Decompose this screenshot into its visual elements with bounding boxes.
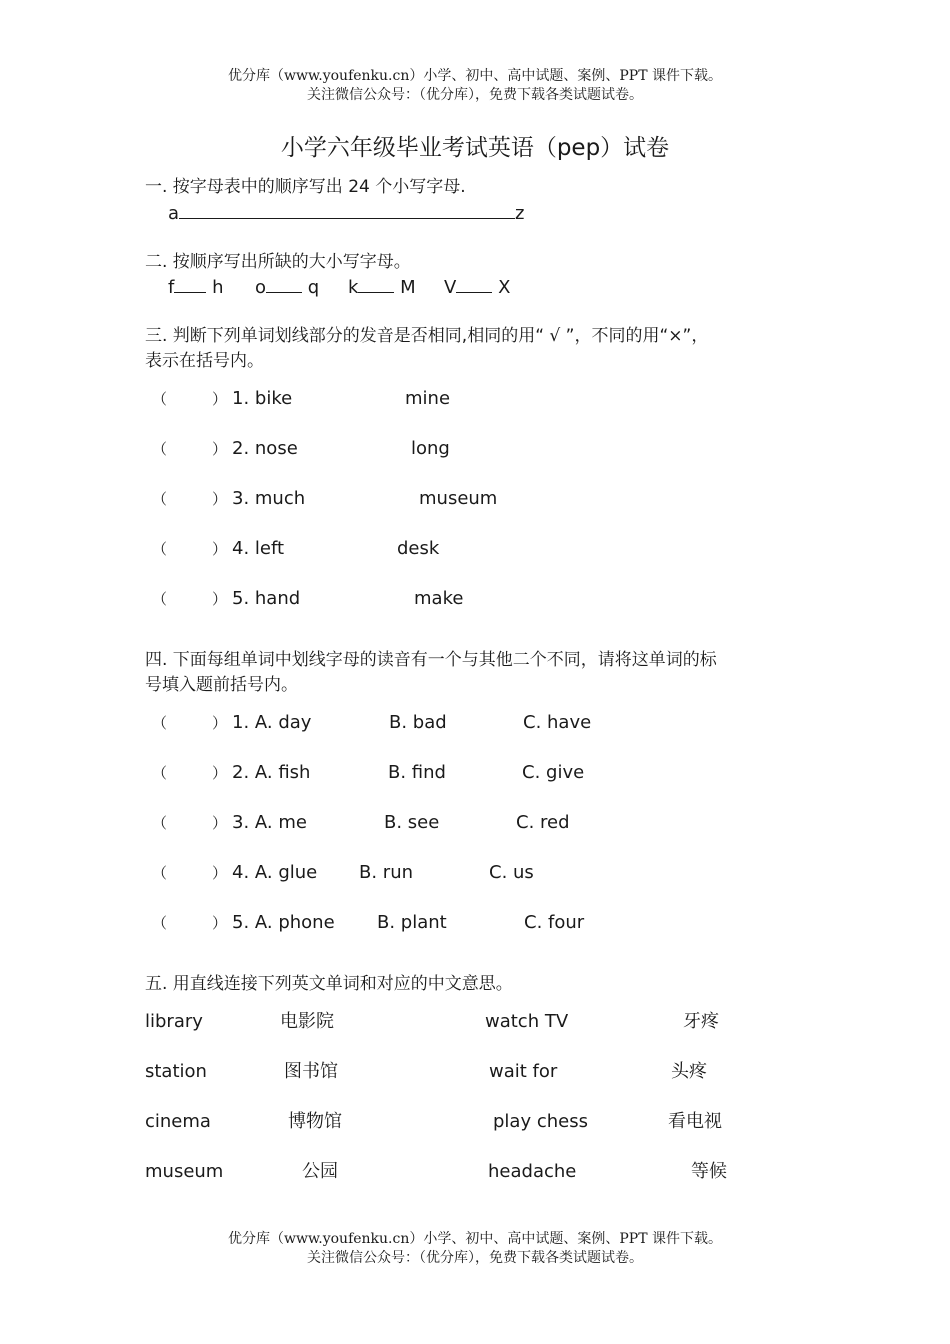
option-a: 1. A. day xyxy=(232,712,312,733)
letter-group xyxy=(255,275,319,300)
option-c: C. have xyxy=(523,712,592,733)
option-b: B. plant xyxy=(377,912,447,933)
answer-paren-open: （ xyxy=(152,440,168,458)
letter-group xyxy=(444,275,510,300)
alphabet-line xyxy=(168,200,524,226)
match-en-left[interactable]: museum xyxy=(145,1161,224,1182)
footer-line-2: 关注微信公众号：（优分库），免费下载各类试题试卷。 xyxy=(307,1250,643,1266)
section-5-heading: 五. 用直线连接下列英文单词和对应的中文意思。 xyxy=(145,974,513,994)
letter-left: f xyxy=(168,277,175,298)
option-c: C. give xyxy=(522,762,585,783)
page-title: 小学六年级毕业考试英语（pep）试卷 xyxy=(280,135,670,161)
answer-paren-close: ） xyxy=(212,914,228,932)
match-en-left[interactable]: library xyxy=(145,1011,203,1032)
option-a: 5. A. phone xyxy=(232,912,335,933)
match-en-right[interactable]: wait for xyxy=(489,1061,558,1082)
answer-paren-open: （ xyxy=(152,914,168,932)
s3-item-word-2: mine xyxy=(405,388,451,409)
s3-item-word-2: make xyxy=(414,588,464,609)
answer-paren-open: （ xyxy=(152,864,168,882)
letter-group xyxy=(168,275,224,300)
answer-paren-close: ） xyxy=(212,490,228,508)
option-b: B. bad xyxy=(389,712,447,733)
footer-line-1: 优分库（www.youfenku.cn）小学、初中、高中试题、案例、PPT 课件下载。 xyxy=(227,1231,722,1247)
alphabet-start: a xyxy=(168,203,180,224)
option-b: B. see xyxy=(384,812,440,833)
s3-item-word-1: 1. bike xyxy=(232,388,293,409)
option-c: C. red xyxy=(516,812,570,833)
s3-item-word-1: 2. nose xyxy=(232,438,298,459)
header-line-1: 优分库（www.youfenku.cn）小学、初中、高中试题、案例、PPT 课件下载。 xyxy=(227,68,722,84)
match-cn-right[interactable]: 牙疼 xyxy=(683,1011,719,1032)
option-a: 3. A. me xyxy=(232,812,307,833)
option-c: C. us xyxy=(489,862,534,883)
answer-paren-open: （ xyxy=(152,540,168,558)
match-en-right[interactable]: headache xyxy=(488,1161,577,1182)
answer-paren-close: ） xyxy=(212,764,228,782)
letter-left: k xyxy=(348,277,359,298)
match-cn-left[interactable]: 图书馆 xyxy=(284,1061,338,1082)
answer-paren-close: ） xyxy=(212,540,228,558)
s3-item-word-2: desk xyxy=(397,538,440,559)
section-4-heading-line-1: 四. 下面每组单词中划线字母的读音有一个与其他二个不同，请将这单词的标 xyxy=(145,650,717,670)
answer-paren-close: ） xyxy=(212,814,228,832)
letter-group xyxy=(348,275,416,300)
s3-item-word-1: 5. hand xyxy=(232,588,301,609)
alphabet-end: z xyxy=(515,203,525,224)
section-3-heading-line-1: 三. 判断下列单词划线部分的发音是否相同,相同的用“ √ ”，不同的用“×”， xyxy=(145,326,709,346)
option-b: B. run xyxy=(359,862,414,883)
letter-right: M xyxy=(400,277,416,298)
answer-paren-close: ） xyxy=(212,714,228,732)
section-1-heading: 一. 按字母表中的顺序写出 24 个小写字母. xyxy=(145,177,466,197)
option-a: 4. A. glue xyxy=(232,862,318,883)
letter-right: q xyxy=(307,277,320,298)
answer-paren-open: （ xyxy=(152,390,168,408)
letter-left: o xyxy=(255,277,267,298)
answer-paren-open: （ xyxy=(152,490,168,508)
section-3-heading-line-2: 表示在括号内。 xyxy=(145,351,264,371)
match-cn-right[interactable]: 看电视 xyxy=(668,1111,722,1132)
s3-item-word-1: 4. left xyxy=(232,538,285,559)
answer-paren-close: ） xyxy=(212,864,228,882)
match-cn-left[interactable]: 博物馆 xyxy=(288,1111,342,1132)
match-en-left[interactable]: cinema xyxy=(145,1111,211,1132)
match-en-right[interactable]: play chess xyxy=(493,1111,588,1132)
answer-paren-close: ） xyxy=(212,390,228,408)
answer-paren-open: （ xyxy=(152,590,168,608)
match-cn-right[interactable]: 等候 xyxy=(691,1161,727,1182)
option-c: C. four xyxy=(524,912,585,933)
alphabet-blank[interactable] xyxy=(179,200,515,219)
answer-paren-open: （ xyxy=(152,814,168,832)
answer-paren-close: ） xyxy=(212,590,228,608)
match-cn-right[interactable]: 头疼 xyxy=(671,1061,707,1082)
letter-blank[interactable] xyxy=(456,275,492,293)
match-en-left[interactable]: station xyxy=(145,1061,207,1082)
letter-blank[interactable] xyxy=(174,275,206,293)
match-en-right[interactable]: watch TV xyxy=(485,1011,569,1032)
letter-blank[interactable] xyxy=(266,275,302,293)
answer-paren-open: （ xyxy=(152,764,168,782)
letter-blank[interactable] xyxy=(358,275,394,293)
s3-item-word-2: long xyxy=(411,438,450,459)
s3-item-word-1: 3. much xyxy=(232,488,306,509)
match-cn-left[interactable]: 电影院 xyxy=(280,1011,334,1032)
option-a: 2. A. fish xyxy=(232,762,311,783)
section-4-heading-line-2: 号填入题前括号内。 xyxy=(145,675,298,695)
answer-paren-close: ） xyxy=(212,440,228,458)
letter-left: V xyxy=(444,277,457,298)
answer-paren-open: （ xyxy=(152,714,168,732)
s3-item-word-2: museum xyxy=(419,488,498,509)
section-2-heading: 二. 按顺序写出所缺的大小写字母。 xyxy=(145,252,411,272)
match-cn-left[interactable]: 公园 xyxy=(302,1161,338,1182)
letter-right: h xyxy=(212,277,224,298)
letter-right: X xyxy=(498,277,511,298)
option-b: B. find xyxy=(388,762,446,783)
header-line-2: 关注微信公众号：（优分库），免费下载各类试题试卷。 xyxy=(307,87,643,103)
